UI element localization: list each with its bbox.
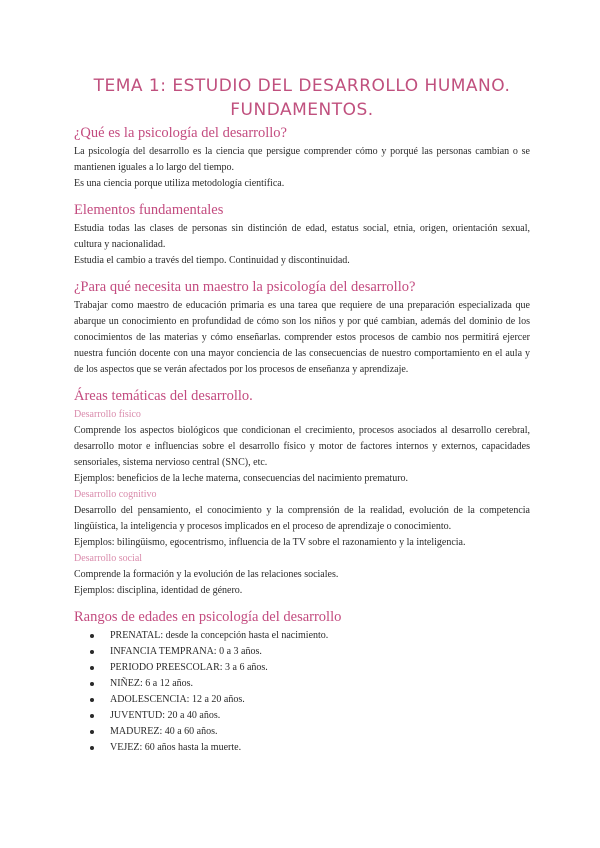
paragraph: Estudia el cambio a través del tiempo. Continuidad y discontinuidad. xyxy=(74,255,350,266)
paragraph: Comprende los aspectos biológicos que condicionan el crecimiento, procesos asociados al desarrollo cerebral, desarrollo motor e influencias sobre el desarrollo físico y motor de factores internos y externos, capacidades sensoriales, sistema nervioso central (SNC), etc. xyxy=(74,425,530,468)
list-item: NIÑEZ: 6 a 12 años. xyxy=(88,676,530,692)
section-rangos xyxy=(74,608,530,756)
list-item: ADOLESCENCIA: 12 a 20 años. xyxy=(88,692,530,708)
heading-rangos: Rangos de edades en psicología del desarrollo xyxy=(74,609,342,625)
paragraph: Estudia todas las clases de personas sin distinción de edad, estatus social, etnia, origen, orientación sexual, cultura y nacionalidad. xyxy=(74,223,530,250)
list-item: JUVENTUD: 20 a 40 años. xyxy=(88,708,530,724)
heading-que-es: ¿Qué es la psicología del desarrollo? xyxy=(74,125,287,141)
bullet-icon xyxy=(90,650,94,654)
list-item: INFANCIA TEMPRANA: 0 a 3 años. xyxy=(88,644,530,660)
bullet-icon xyxy=(90,714,94,718)
paragraph: Comprende la formación y la evolución de las relaciones sociales. xyxy=(74,569,339,580)
list-item: VEJEZ: 60 años hasta la muerte. xyxy=(88,740,530,756)
paragraph: La psicología del desarrollo es la ciencia que persigue comprender cómo y porqué las personas cambian o se mantienen iguales a lo largo del tiempo. xyxy=(74,146,530,173)
heading-para-que: ¿Para qué necesita un maestro la psicología del desarrollo? xyxy=(74,279,416,295)
list-item: PRENATAL: desde la concepción hasta el nacimiento. xyxy=(88,628,530,644)
bullet-icon xyxy=(90,698,94,702)
section-que-es xyxy=(74,124,530,192)
bullet-icon xyxy=(90,634,94,638)
subheading-desarrollo-cognitivo: Desarrollo cognitivo xyxy=(74,489,157,500)
bullet-icon xyxy=(90,746,94,750)
paragraph: Es una ciencia porque utiliza metodología científica. xyxy=(74,178,285,189)
section-areas xyxy=(74,387,530,599)
heading-elementos: Elementos fundamentales xyxy=(74,202,224,218)
paragraph: Ejemplos: disciplina, identidad de género. xyxy=(74,585,243,596)
heading-areas: Áreas temáticas del desarrollo. xyxy=(74,388,253,404)
bullet-icon xyxy=(90,682,94,686)
document-page xyxy=(74,74,530,765)
paragraph: Desarrollo del pensamiento, el conocimiento y la comprensión de la realidad, evolución de la competencia lingüística, la inteligencia y procesos implicados en el proceso de aprendizaje o conocimiento. xyxy=(74,505,530,532)
section-para-que xyxy=(74,278,530,378)
document-title: TEMA 1: ESTUDIO DEL DESARROLLO HUMANO. FUNDAMENTOS. xyxy=(93,76,511,120)
age-range-list xyxy=(74,628,530,756)
section-elementos xyxy=(74,201,530,269)
bullet-icon xyxy=(90,666,94,670)
paragraph: Ejemplos: beneficios de la leche materna, consecuencias del nacimiento prematuro. xyxy=(74,473,409,484)
subheading-desarrollo-fisico: Desarrollo físico xyxy=(74,409,141,420)
bullet-icon xyxy=(90,730,94,734)
paragraph: Trabajar como maestro de educación primaria es una tarea que requiere de una preparación especializada que abarque un conocimiento en profundidad de cómo son los niños y por qué cambian, además del dominio de los conocimientos de las materias y cómo enseñarlas. comprender estos procesos de cambio nos permitirá ejercer nuestra función docente con una mayor conciencia de las consecuencias de nuestro comportamiento en el aula y de los aspectos que se verán afectados por los procesos de enseñanza y aprendizaje. xyxy=(74,300,530,375)
list-item: MADUREZ: 40 a 60 años. xyxy=(88,724,530,740)
subheading-desarrollo-social: Desarrollo social xyxy=(74,553,143,564)
paragraph: Ejemplos: bilingüismo, egocentrismo, influencia de la TV sobre el razonamiento y la inteligencia. xyxy=(74,537,466,548)
list-item: PERIODO PREESCOLAR: 3 a 6 años. xyxy=(88,660,530,676)
